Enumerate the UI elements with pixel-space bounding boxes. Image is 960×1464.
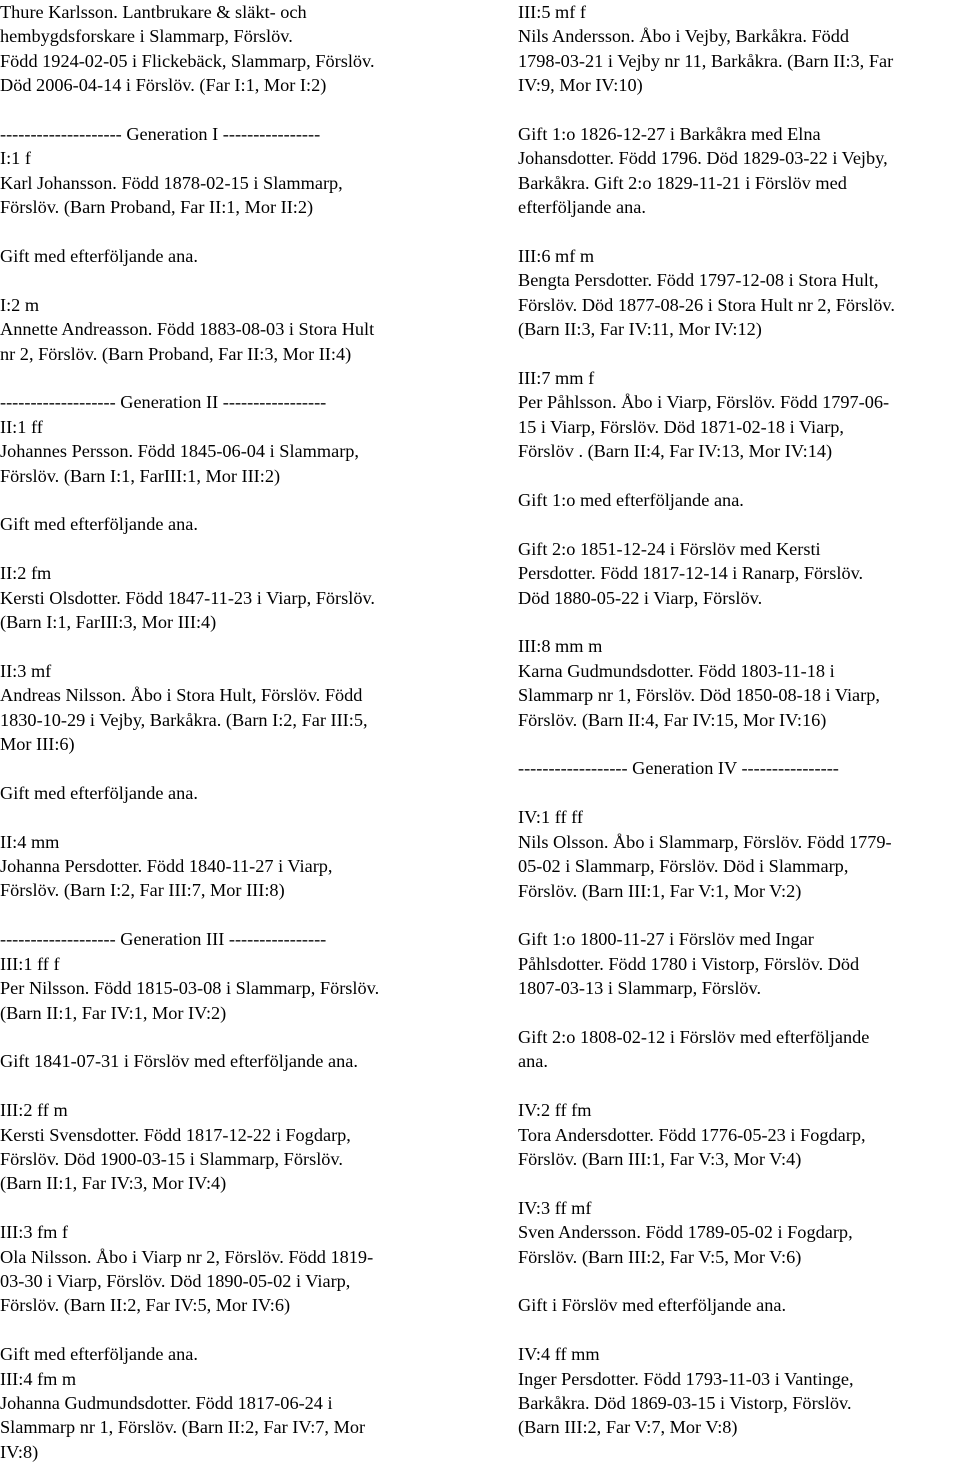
entry-iii5: III:5 mf f Nils Andersson. Åbo i Vejby, Barkåkra. Född 1798-03-21 i Vejby nr 11, Barkåkra. (Barn II:3, Far IV:9, Mor IV:10) xyxy=(518,2,894,96)
entry-iii3: III:3 fm f Ola Nilsson. Åbo i Viarp nr 2, Förslöv. Född 1819- 03-30 i Viarp, Förslöv. Död 1890-05-02 i Viarp, Förslöv. (Barn II:2, Far IV:5, Mor IV:6) xyxy=(0,1222,374,1316)
entry-iii8: III:8 mm m Karna Gudmundsdotter. Född 1803-11-18 i Slammarp nr 1, Förslöv. Död 1850-08-18 i Viarp, Förslöv. (Barn II:4, Far IV:15, Mor IV:16) xyxy=(518,636,880,730)
entry-i1: -------------------- Generation I ---------------- I:1 f Karl Johansson. Född 1878-02-15 i Slammarp, Förslöv. (Barn Proband, Far II:1, Mor II:2) xyxy=(0,124,343,218)
marriage-note: Gift 1841-07-31 i Förslöv med efterföljande ana. xyxy=(0,1051,358,1072)
entry-i2: I:2 m Annette Andreasson. Född 1883-08-03 i Stora Hult nr 2, Förslöv. (Barn Proband, Far II:3, Mor II:4) xyxy=(0,294,375,364)
entry-ii3: II:3 mf Andreas Nilsson. Åbo i Stora Hult, Förslöv. Född 1830-10-29 i Vejby, Barkåkra. (Barn I:2, Far III:5, Mor III:6) xyxy=(0,660,368,755)
entry-iii2: III:2 ff m Kersti Svensdotter. Född 1817-12-22 i Fogdarp, Förslöv. Död 1900-03-15 i Slammarp, Förslöv. (Barn II:1, Far IV:3, Mor IV:4) xyxy=(0,1100,351,1194)
marriage-note: Gift med efterföljande ana. xyxy=(0,514,198,535)
entry-iii6: III:6 mf m Bengta Persdotter. Född 1797-12-08 i Stora Hult, Förslöv. Död 1877-08-26 i Stora Hult nr 2, Förslöv. (Barn II:3, Far IV:11, Mor IV:12) xyxy=(518,246,895,340)
marriage-note: Gift 2:o 1851-12-24 i Förslöv med Kersti Persdotter. Född 1817-12-14 i Ranarp, Förslöv. Död 1880-05-22 i Viarp, Förslöv. xyxy=(518,538,864,608)
entry-iv3: IV:3 ff mf Sven Andersson. Född 1789-05-02 i Fogdarp, Förslöv. (Barn III:2, Far V:5, Mor V:6) xyxy=(518,1197,853,1267)
marriage-note: Gift 1:o med efterföljande ana. xyxy=(518,490,744,511)
entry-iii7: III:7 mm f Per Påhlsson. Åbo i Viarp, Förslöv. Född 1797-06- 15 i Viarp, Förslöv. Död 1871-02-18 i Viarp, Förslöv . (Barn II:4, Far IV:13, Mor IV:14) xyxy=(518,368,890,462)
intro-paragraph: Thure Karlsson. Lantbrukare & släkt- och hembygdsforskare i Slammarp, Förslöv. Född 1924-02-05 i Flickebäck, Slammarp, Förslöv. Död 2006-04-14 i Förslöv. (Far I:1, Mor I:2) xyxy=(0,2,375,96)
entry-iii1: ------------------- Generation III ---------------- III:1 ff f Per Nilsson. Född 1815-03-08 i Slammarp, Förslöv. (Barn II:1, Far IV:1, Mor IV:2) xyxy=(0,929,380,1023)
marriage-note: Gift 2:o 1808-02-12 i Förslöv med efterföljande ana. xyxy=(518,1026,870,1072)
generation-iv-heading: ------------------ Generation IV ---------------- xyxy=(518,758,839,779)
entry-ii4: II:4 mm Johanna Persdotter. Född 1840-11-27 i Viarp, Förslöv. (Barn I:2, Far III:7, Mor III:8) xyxy=(0,831,333,901)
entry-iii4: Gift med efterföljande ana. III:4 fm m Johanna Gudmundsdotter. Född 1817-06-24 i Slammarp nr 1, Förslöv. (Barn II:2, Far IV:7, Mor IV:8) xyxy=(0,1344,366,1462)
marriage-note: Gift med efterföljande ana. xyxy=(0,782,198,803)
entry-iv4: IV:4 ff mm Inger Persdotter. Född 1793-11-03 i Vantinge, Barkåkra. Död 1869-03-15 i Vistorp, Förslöv. (Barn III:2, Far V:7, Mor V:8) xyxy=(518,1344,854,1438)
entry-ii1: ------------------- Generation II ----------------- II:1 ff Johannes Persson. Född 1845-06-04 i Slammarp, Förslöv. (Barn I:1, FarIII:1, Mor III:2) xyxy=(0,392,360,486)
entry-ii2: II:2 fm Kersti Olsdotter. Född 1847-11-23 i Viarp, Förslöv. (Barn I:1, FarIII:3, Mor III:4) xyxy=(0,563,376,633)
entry-iv2: IV:2 ff fm Tora Andersdotter. Född 1776-05-23 i Fogdarp, Förslöv. (Barn III:1, Far V:3, Mor V:4) xyxy=(518,1100,866,1169)
marriage-note: Gift 1:o 1826-12-27 i Barkåkra med Elna Johansdotter. Född 1796. Död 1829-03-22 i Vejby, Barkåkra. Gift 2:o 1829-11-21 i Förslöv med efterföljande ana. xyxy=(518,124,888,218)
marriage-note: Gift med efterföljande ana. xyxy=(0,246,198,267)
entry-iv1: IV:1 ff ff Nils Olsson. Åbo i Slammarp, Förslöv. Född 1779- 05-02 i Slammarp, Förslöv. Död i Slammarp, Förslöv. (Barn III:1, Far V:1, Mor V:2) xyxy=(518,807,892,901)
left-column xyxy=(0,0,442,1464)
marriage-note: Gift 1:o 1800-11-27 i Förslöv med Ingar Påhlsdotter. Född 1780 i Vistorp, Förslöv. Död 1807-03-13 i Slammarp, Förslöv. xyxy=(518,929,860,999)
right-column xyxy=(518,0,960,1440)
marriage-note: Gift i Förslöv med efterföljande ana. xyxy=(518,1295,787,1316)
